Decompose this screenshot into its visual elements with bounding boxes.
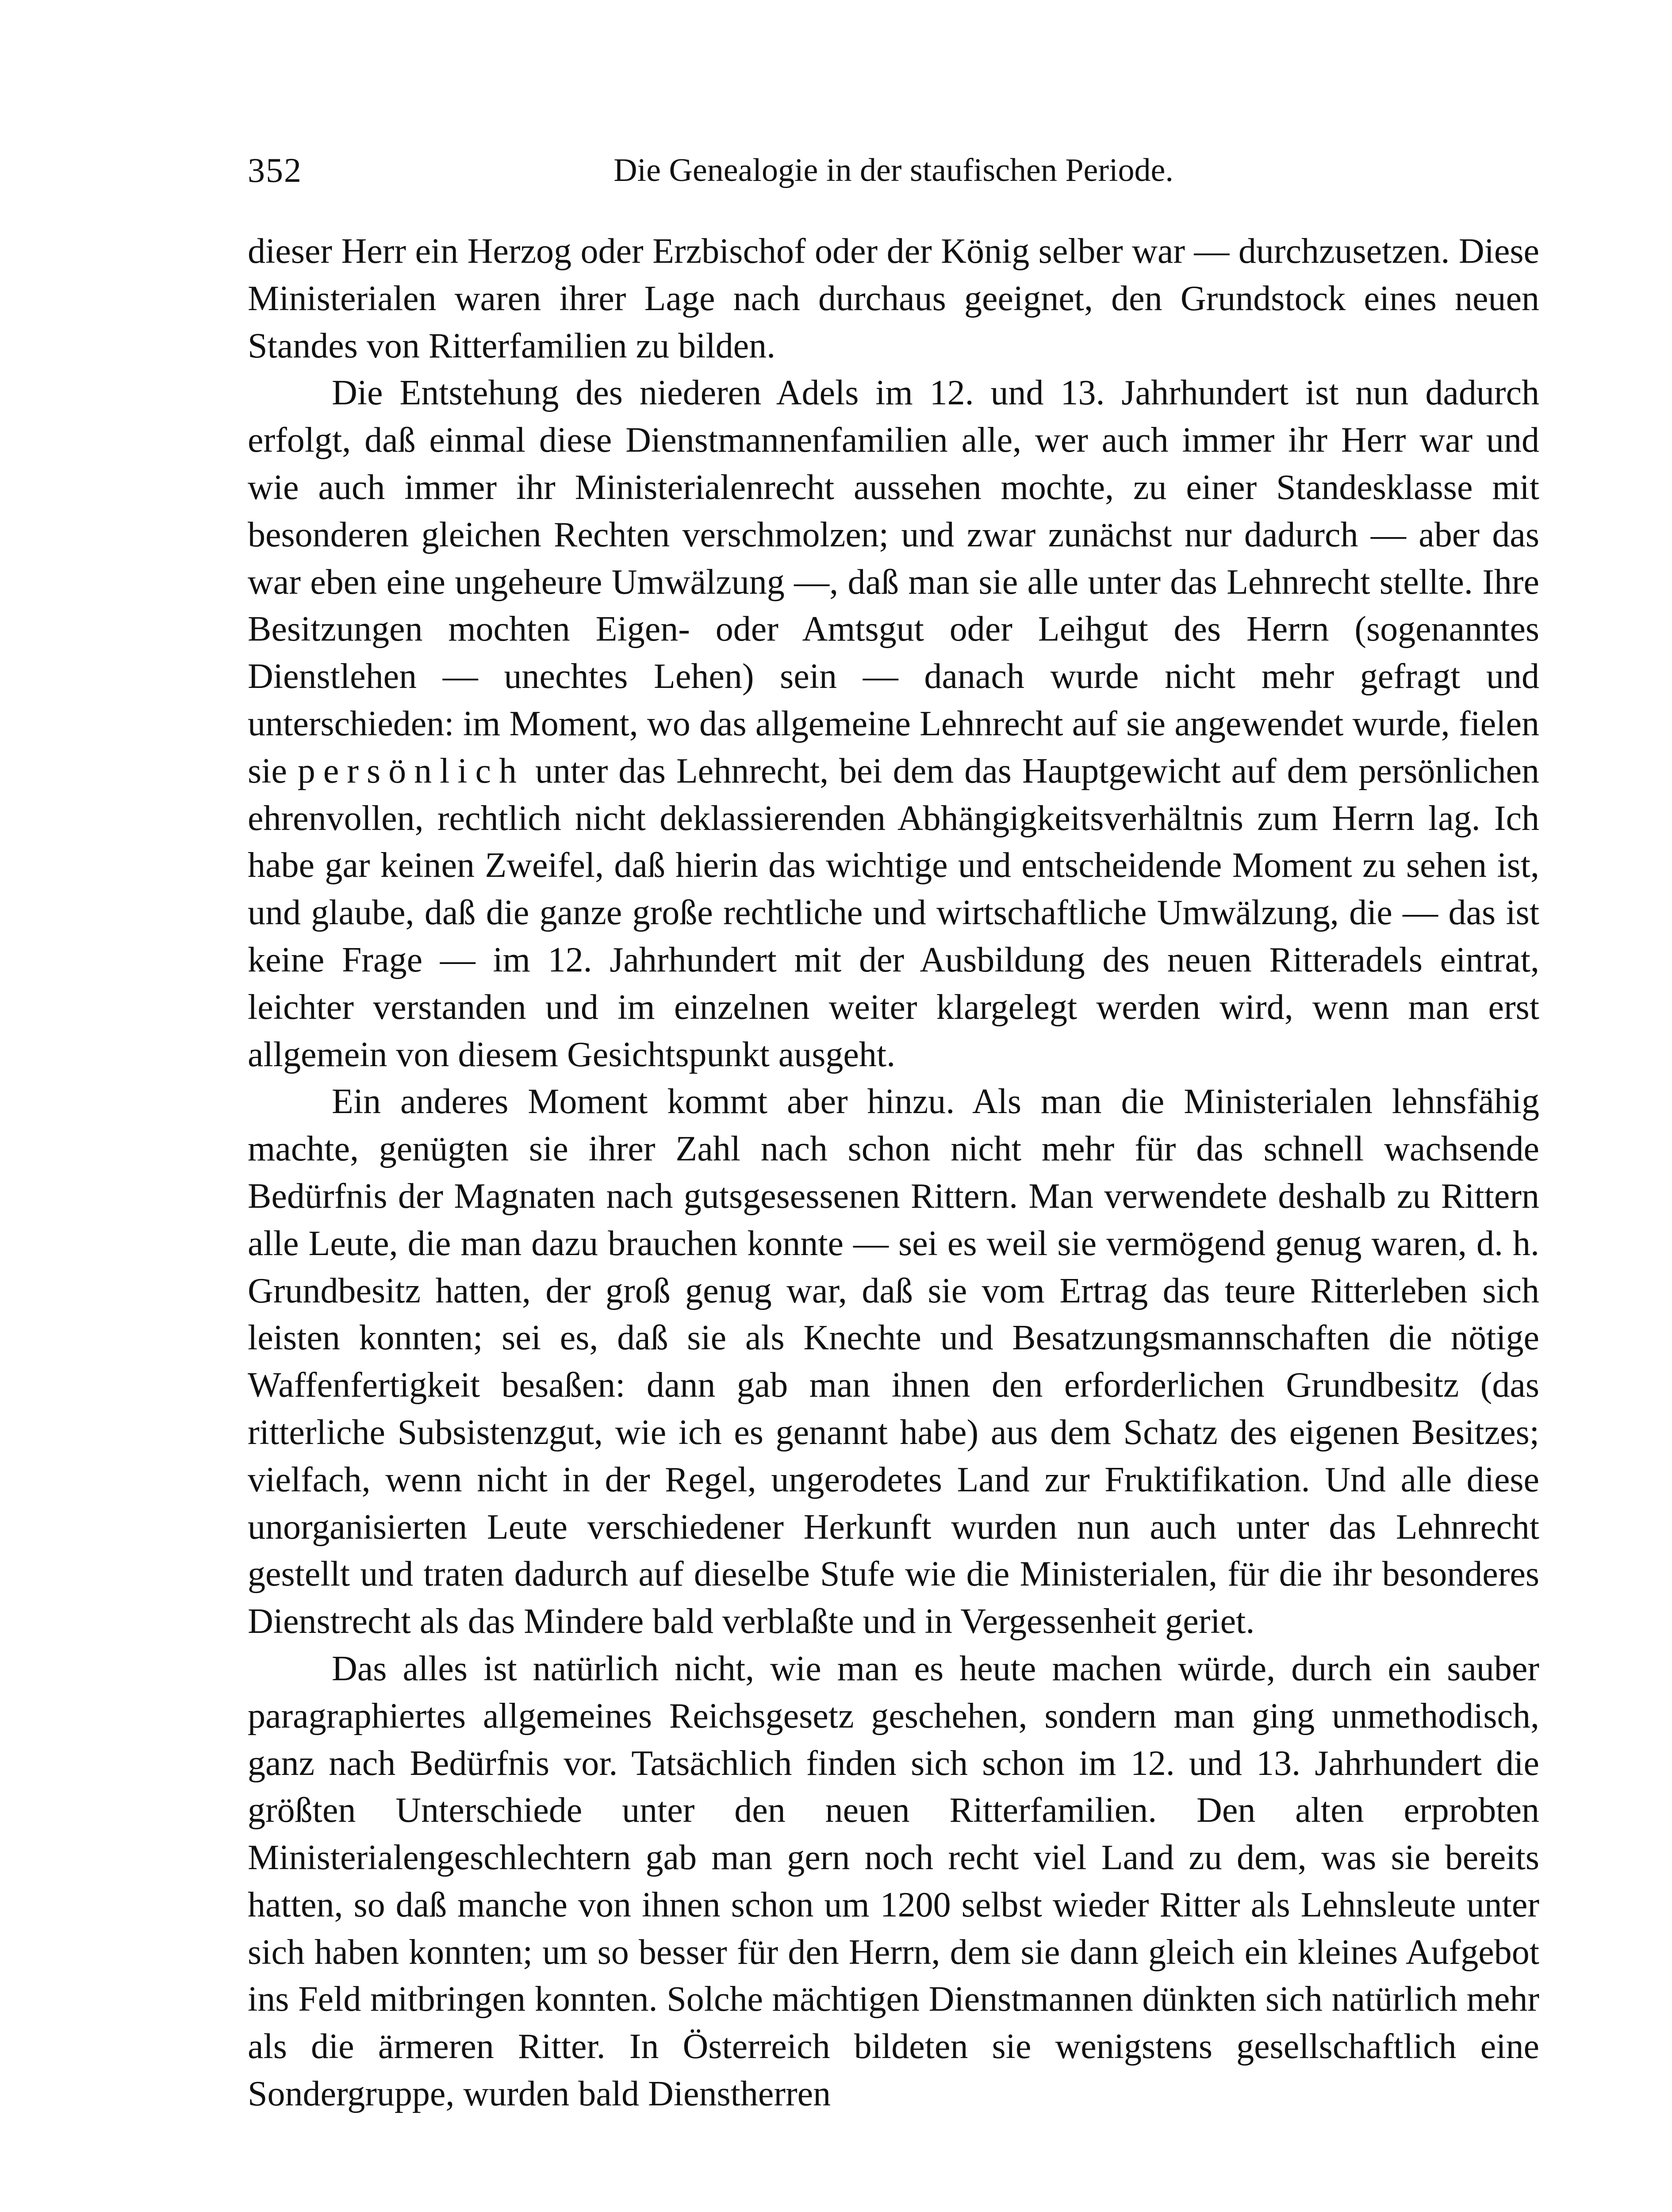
paragraph-2 — [248, 369, 1539, 1078]
page-number: 352 — [248, 151, 302, 189]
page-header — [248, 146, 1539, 195]
emphasized-word: persönlich — [297, 751, 525, 791]
running-head: Die Genealogie in der staufischen Periode. — [614, 152, 1173, 188]
paragraph-2-after-emphasis: unter das Lehnrecht, bei dem das Hauptgewicht auf dem persönlichen ehrenvollen, rechtlich nicht deklassierenden Abhängigkeitsverhältnis zum Herrn lag. Ich habe gar keinen Zweifel, daß hierin das wichtige und entscheidende Moment zu sehen ist, und glaube, daß die ganze große rechtliche und wirtschaftliche Umwälzung, die — das ist keine Frage — im 12. Jahrhundert mit der Ausbildung des neuen Ritteradels eintrat, leichter verstanden und im einzelnen weiter klargelegt werden wird, wenn man erst allgemein von diesem Gesichtspunkt ausgeht. — [248, 751, 1540, 1074]
paragraph-4: Das alles ist natürlich nicht, wie man es heute machen würde, durch ein sauber paragraphiertes allgemeines Reichsgesetz geschehen, sondern man ging unmethodisch, ganz nach Bedürfnis vor. Tatsächlich finden sich schon im 12. und 13. Jahrhundert die größten Unterschiede unter den neuen Ritterfamilien. Den alten erprobten Ministerialengeschlechtern gab man gern noch recht viel Land zu dem, was sie bereits hatten, so daß manche von ihnen schon um 1200 selbst wieder Ritter als Lehnsleute unter sich haben konnten; um so besser für den Herrn, dem sie dann gleich ein kleines Aufgebot ins Feld mitbringen konnten. Solche mächtigen Dienstmannen dünkten sich natürlich mehr als die ärmeren Ritter. In Österreich bildeten sie wenigstens gesellschaftlich eine Sondergruppe, wurden bald Dienstherren — [248, 1649, 1539, 2114]
body-text — [248, 228, 1539, 2118]
paragraph-3: Ein anderes Moment kommt aber hinzu. Als man die Ministerialen lehnsfähig machte, genügten sie ihrer Zahl nach schon nicht mehr für das schnell wachsende Bedürfnis der Magnaten nach gutsgesessenen Rittern. Man verwendete deshalb zu Rittern alle Leute, die man dazu brauchen konnte — sei es weil sie vermögend genug waren, d. h. Grundbesitz hatten, der groß genug war, daß sie vom Ertrag das teure Ritterleben sich leisten konnten; sei es, daß sie als Knechte und Besatzungsmannschaften die nötige Waffenfertigkeit besaßen: dann gab man ihnen den erforderlichen Grundbesitz (das ritterliche Subsistenzgut, wie ich es genannt habe) aus dem Schatz des eigenen Besitzes; vielfach, wenn nicht in der Regel, ungerodetes Land zur Fruktifikation. Und alle diese unorganisierten Leute verschiedener Herkunft wurden nun auch unter das Lehnrecht gestellt und traten dadurch auf dieselbe Stufe wie die Ministerialen, für die ihr besonderes Dienstrecht als das Mindere bald verblaßte und in Vergessenheit geriet. — [248, 1082, 1539, 1641]
paragraph-1: dieser Herr ein Herzog oder Erzbischof oder der König selber war — durchzusetzen. Diese Ministerialen waren ihrer Lage nach durchaus geeignet, den Grundstock eines neuen Standes von Ritterfamilien zu bilden. — [248, 232, 1539, 365]
paragraph-2-before-emphasis: Die Entstehung des niederen Adels im 12. und 13. Jahrhundert ist nun dadurch erfolgt, daß einmal diese Dienstmannenfamilien alle, wer auch immer ihr Herr war und wie auch immer ihr Ministerialenrecht aussehen mochte, zu einer Standesklasse mit besonderen gleichen Rechten verschmolzen; und zwar zunächst nur dadurch — aber das war eben eine ungeheure Umwälzung —, daß man sie alle unter das Lehnrecht stellte. Ihre Besitzungen mochten Eigen- oder Amtsgut oder Leihgut des Herrn (sogenanntes Dienstlehen — unechtes Lehen) sein — danach wurde nicht mehr gefragt und unterschieden: im Moment, wo das allgemeine Lehnrecht auf sie angewendet wurde, fielen sie — [248, 373, 1539, 791]
